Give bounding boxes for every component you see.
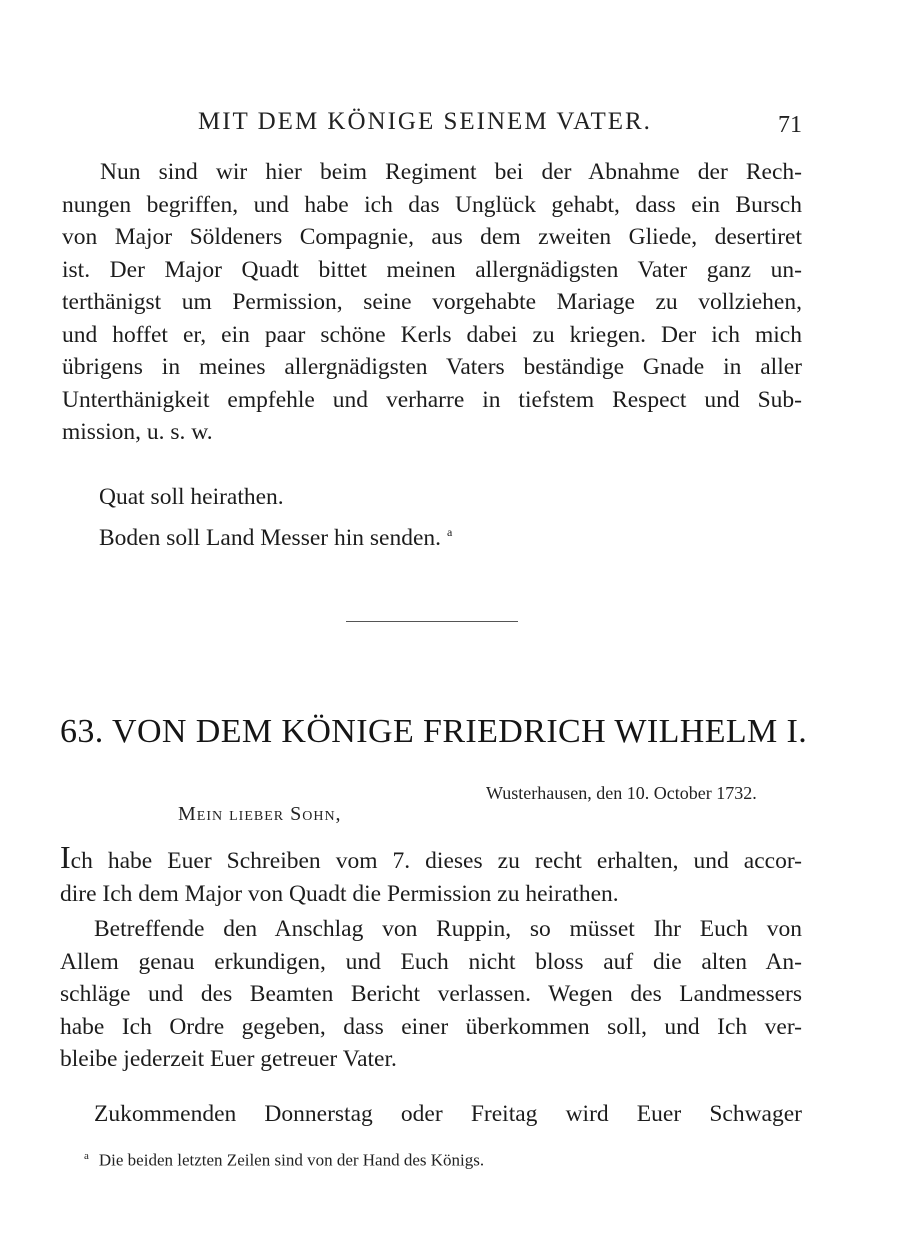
footnote-text: Die beiden letzten Zeilen sind von der Hand des Königs. (98, 1150, 485, 1170)
note-line: Quat soll heirathen. (99, 484, 284, 510)
text-line: habe Ich Ordre gegeben, dass einer überkommen soll, und Ich ver- (60, 1013, 802, 1040)
text-line: und hoffet er, ein paar schöne Kerls dabei zu kriegen. Der ich mich (62, 321, 802, 348)
drop-cap: I (60, 839, 71, 875)
salutation: Mein lieber Sohn, (178, 803, 342, 825)
text-line: Unterthänigkeit empfehle und verharre in tiefstem Respect und Sub- (62, 386, 802, 413)
text-line: dire Ich dem Major von Quadt die Permission zu heirathen. (60, 880, 619, 907)
text-line: nungen begriffen, und habe ich das Unglück gehabt, dass ein Bursch (62, 191, 802, 218)
text-line: schläge und des Beamten Bericht verlassen. Wegen des Landmessers (60, 981, 802, 1007)
paragraph-letter-end (62, 156, 802, 449)
letter-paragraph-1 (60, 839, 802, 910)
text-line: Betreffende den Anschlag von Ruppin, so müsset Ihr Euch von (94, 916, 802, 942)
text-line: mission, u. s. w. (62, 419, 213, 445)
note-line-2 (99, 515, 452, 556)
footnote (84, 1150, 484, 1171)
letter-paragraph-2 (60, 913, 802, 1076)
page-number: 71 (778, 112, 802, 138)
text-line: ist. Der Major Quadt bittet meinen allergnädigsten Vater ganz un- (62, 256, 802, 283)
text-line: Allem genau erkundigen, und Euch nicht bloss auf die alten An- (60, 948, 802, 975)
letter-paragraph-3 (60, 1098, 802, 1131)
text-line-first (60, 839, 802, 878)
note-line-text: Boden soll Land Messer hin senden. (99, 524, 442, 551)
text-line-rest: ch habe Euer Schreiben vom 7. dieses zu recht erhalten, und accor- (70, 848, 802, 874)
text-line: bleibe jederzeit Euer getreuer Vater. (60, 1046, 397, 1072)
footnote-mark: a (84, 1150, 89, 1162)
footnote-reference: a (447, 525, 453, 539)
section-divider (346, 621, 518, 622)
dateline: Wusterhausen, den 10. October 1732. (486, 783, 757, 803)
text-line: terthänigst um Permission, seine vorgehabte Mariage zu vollziehen, (62, 289, 802, 315)
text-line: übrigens in meines allergnädigsten Vaters beständige Gnade in aller (62, 354, 802, 380)
text-line: Nun sind wir hier beim Regiment bei der Abnahme der Rech- (100, 159, 802, 185)
letter-heading: 63. VON DEM KÖNIGE FRIEDRICH WILHELM I. (60, 713, 808, 750)
king-marginal-note (99, 480, 452, 556)
text-line: von Major Söldeners Compagnie, aus dem zweiten Gliede, desertiret (62, 224, 802, 250)
running-head: MIT DEM KÖNIGE SEINEM VATER. (198, 108, 652, 135)
text-line: Zukommenden Donnerstag oder Freitag wird Euer Schwager (94, 1101, 802, 1127)
